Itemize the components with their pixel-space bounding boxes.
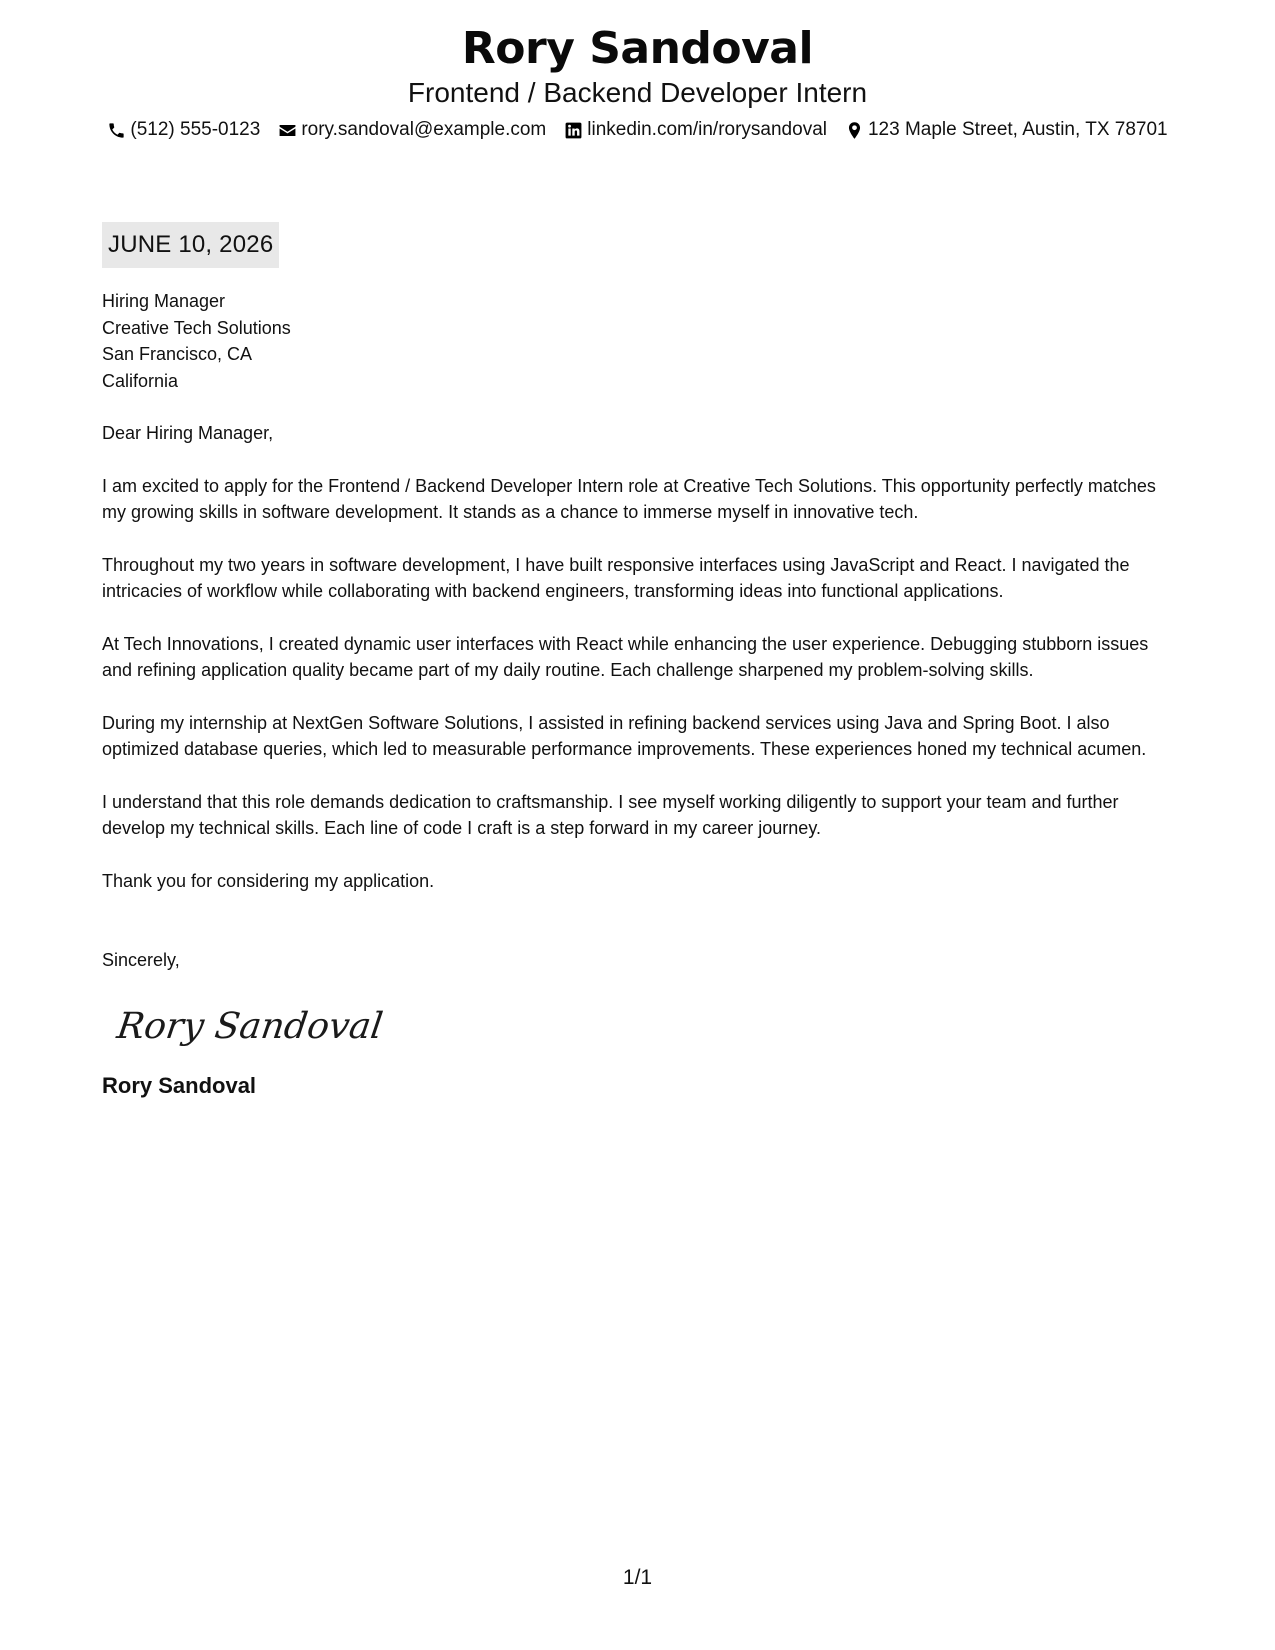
address-text: 123 Maple Street, Austin, TX 78701 <box>867 119 1168 140</box>
letter-body <box>102 288 1162 1100</box>
recipient-state: California <box>102 370 179 391</box>
phone-text: (512) 555-0123 <box>130 119 261 140</box>
paragraph: I understand that this role demands dedication to craftsmanship. I see myself working diligently to support your team and further develop my technical skills. Each line of code I craft is a step forward in my career journey. <box>102 791 1119 838</box>
page-indicator: 1/1 <box>622 1566 653 1589</box>
signature-image <box>114 994 1162 1054</box>
linkedin-text: linkedin.com/in/rorysandoval <box>587 119 827 140</box>
envelope-icon <box>278 121 297 140</box>
phone-icon <box>107 121 126 140</box>
contact-bar <box>0 118 1275 142</box>
signature-text: Rory Sandoval <box>114 1003 386 1047</box>
signer-name: Rory Sandoval <box>102 1072 257 1098</box>
contact-email <box>278 118 546 142</box>
letter-header <box>0 22 1275 142</box>
applicant-name: Rory Sandoval <box>461 23 814 74</box>
closing: Sincerely, <box>102 950 180 970</box>
recipient-company: Creative Tech Solutions <box>102 317 291 338</box>
linkedin-icon <box>564 121 583 140</box>
contact-address <box>845 118 1168 142</box>
map-pin-icon <box>845 121 864 140</box>
contact-phone <box>107 118 260 142</box>
paragraph: At Tech Innovations, I created dynamic user interfaces with React while enhancing the user experience. Debugging stubborn issues and refining application quality became part of my daily routine. Each challenge sharpened my problem-solving skills. <box>102 633 1149 680</box>
recipient-city: San Francisco, CA <box>102 344 253 364</box>
contact-linkedin <box>564 118 827 142</box>
paragraph: During my internship at NextGen Software Solutions, I assisted in refining backend services using Java and Spring Boot. I also optimized database queries, which led to measurable performance improvements. These experiences honed my technical acumen. <box>102 712 1147 759</box>
recipient-title: Hiring Manager <box>102 291 226 311</box>
paragraph: Thank you for considering my application. <box>102 870 435 891</box>
recipient-block <box>102 288 1162 394</box>
letter-date: JUNE 10, 2026 <box>102 222 279 268</box>
applicant-role: Frontend / Backend Developer Intern <box>407 77 868 108</box>
paragraph: I am excited to apply for the Frontend / Backend Developer Intern role at Creative Tech Solutions. This opportunity perfectly matches my growing skills in software development. It stands as a chance to immerse myself in innovative tech. <box>102 475 1156 522</box>
salutation: Dear Hiring Manager, <box>102 423 274 443</box>
paragraph: Throughout my two years in software development, I have built responsive interfaces using JavaScript and React. I navigated the intricacies of workflow while collaborating with backend engineers, transforming ideas into functional applications. <box>102 554 1130 601</box>
email-text: rory.sandoval@example.com <box>301 119 547 140</box>
